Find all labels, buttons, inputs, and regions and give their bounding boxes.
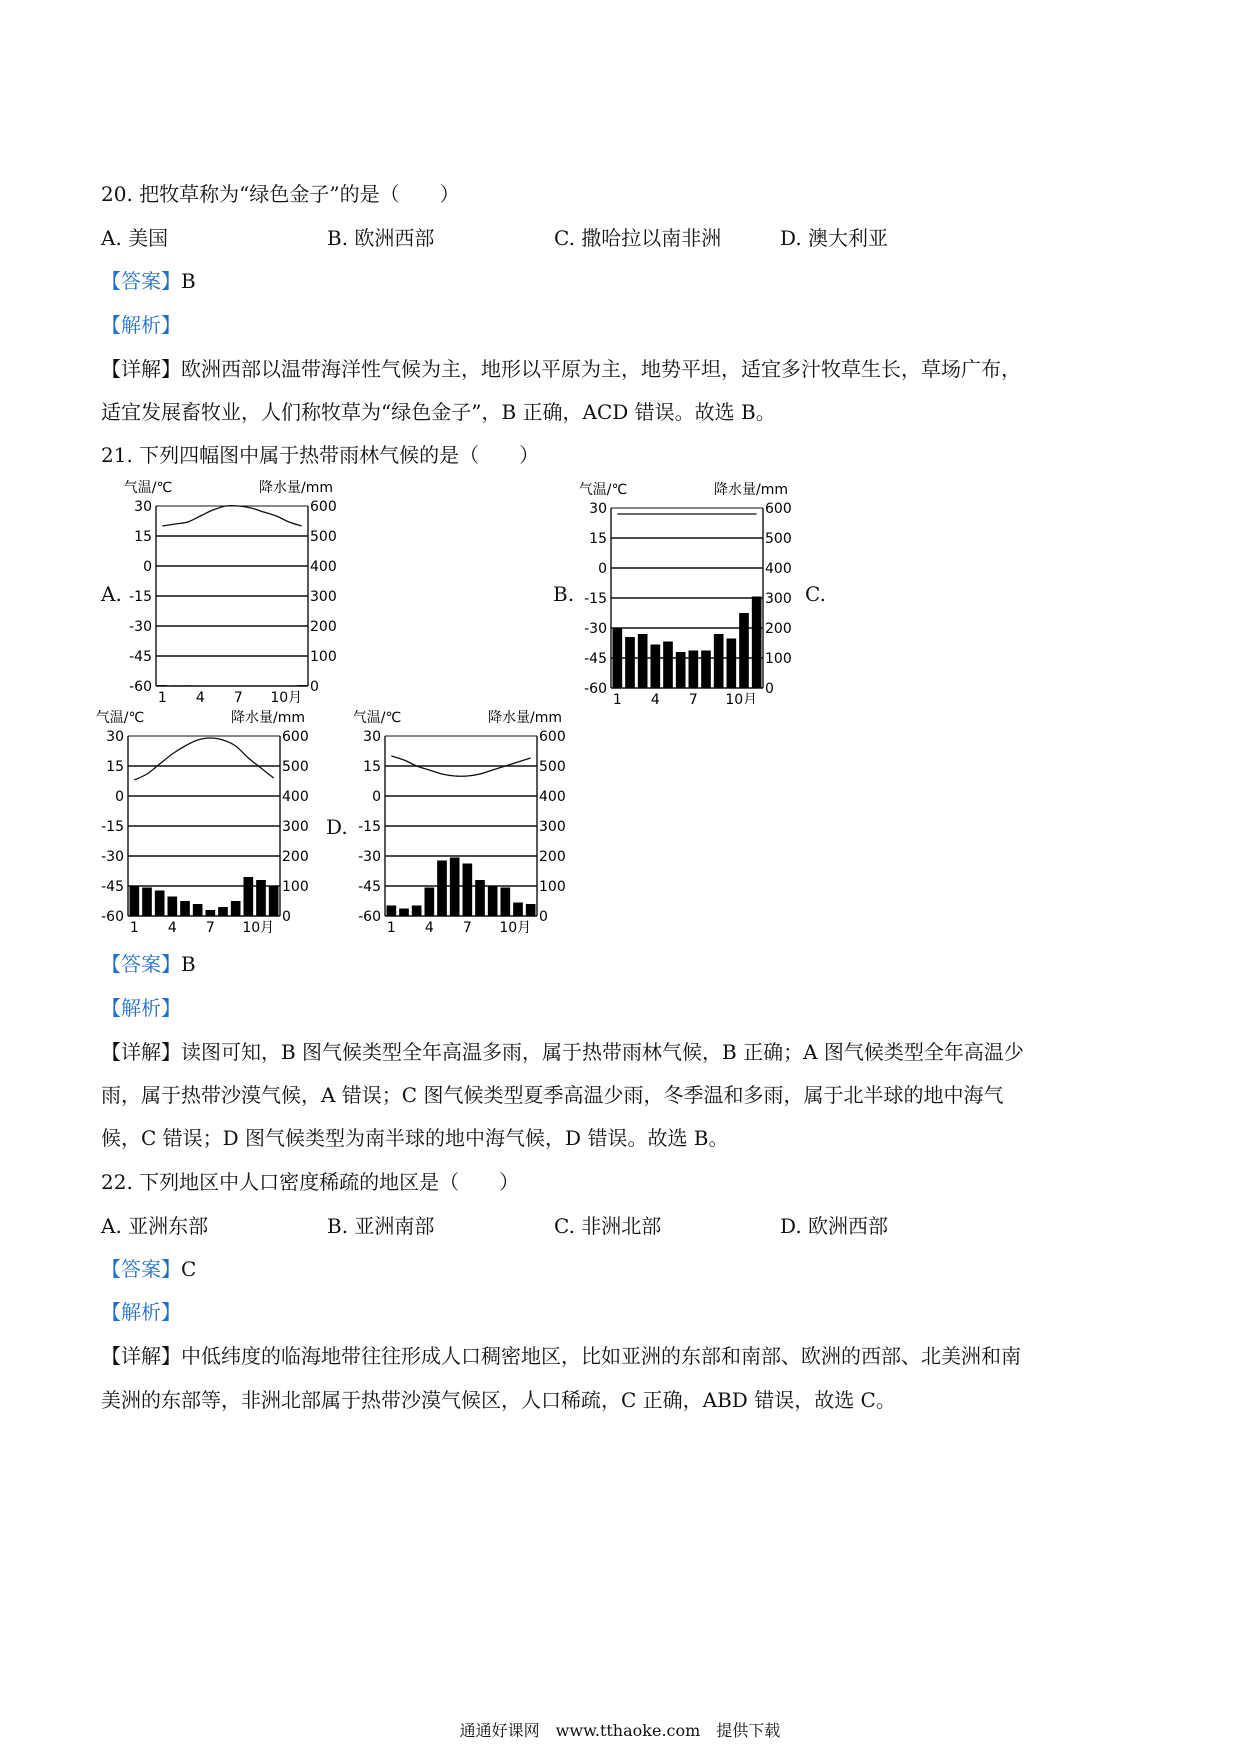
precip-bar <box>437 861 447 917</box>
month-tick-label: 4 <box>195 690 205 706</box>
temp-tick-label: 30 <box>363 729 381 745</box>
precip-bar <box>244 877 254 916</box>
q20-detail-line-1 <box>101 356 1021 382</box>
month-tick-label: 1 <box>129 920 139 936</box>
q21-detail-line-1 <box>101 1039 1024 1065</box>
month-tick-label: 7 <box>462 920 472 936</box>
q21-stem: 21. 下列四幅图中属于热带雨林气候的是（ ） <box>101 443 540 467</box>
precip-bar <box>269 886 279 916</box>
month-tick-label: 10月 <box>270 690 303 706</box>
answer-value: B <box>181 952 196 976</box>
precip-tick-label: 200 <box>310 619 337 635</box>
precip-tick-label: 600 <box>310 499 337 515</box>
q20-option-a: A. 美国 <box>101 226 169 250</box>
precip-bar <box>638 634 648 688</box>
temp-tick-label: 30 <box>106 729 124 745</box>
month-tick-label: 1 <box>612 692 622 704</box>
precip-axis-title: 降水量/mm <box>714 482 788 498</box>
precip-bar <box>727 639 737 689</box>
answer-tag: 【答案】 <box>101 269 181 293</box>
precip-bar <box>158 685 168 686</box>
precip-tick-label: 200 <box>539 849 566 865</box>
precip-tick-label: 500 <box>310 529 337 545</box>
temperature-curve <box>162 506 301 526</box>
temp-tick-label: -60 <box>584 681 607 697</box>
month-tick-label: 1 <box>386 920 396 936</box>
temp-tick-label: -30 <box>129 619 152 635</box>
precip-bar <box>701 651 711 689</box>
chart-c-label: C. <box>805 582 826 606</box>
precip-bar <box>231 901 241 916</box>
precip-bar <box>689 651 699 689</box>
precip-bar <box>387 906 397 917</box>
chart-b-label: B. <box>553 582 575 606</box>
temp-axis-title: 气温/℃ <box>352 710 402 726</box>
q20-option-d: D. 澳大利亚 <box>780 226 889 250</box>
temp-tick-label: -30 <box>101 849 124 865</box>
month-tick-label: 7 <box>688 692 698 704</box>
detail-text: 中低纬度的临海地带往往形成人口稠密地区，比如亚洲的东部和南部、欧洲的西部、北美洲和南 <box>181 1344 1021 1368</box>
month-tick-label: 7 <box>233 690 243 706</box>
precip-bar <box>155 891 165 917</box>
precip-tick-label: 100 <box>282 879 309 895</box>
climate-chart-b <box>575 478 800 704</box>
q22-option-a: A. 亚洲东部 <box>101 1214 209 1238</box>
precip-bar <box>168 897 178 917</box>
precip-bar <box>193 904 203 916</box>
q20-answer <box>101 268 196 294</box>
temp-tick-label: -15 <box>101 819 124 835</box>
page-footer: 通通好课网 www.tthaoke.com 提供下载 <box>459 1721 781 1740</box>
temp-tick-label: -45 <box>129 649 152 665</box>
q22-stem: 22. 下列地区中人口密度稀疏的地区是（ ） <box>101 1170 520 1194</box>
precip-axis-title: 降水量/mm <box>231 710 305 726</box>
temp-tick-label: 15 <box>363 759 381 775</box>
precip-tick-label: 300 <box>539 819 566 835</box>
precip-bar <box>739 613 749 688</box>
answer-value: B <box>181 269 196 293</box>
month-tick-label: 4 <box>167 920 177 936</box>
precip-tick-label: 0 <box>282 909 291 925</box>
detail-text: 读图可知，B 图气候类型全年高温多雨，属于热带雨林气候，B 正确；A 图气候类型全年高温少 <box>181 1040 1024 1064</box>
detail-tag: 【详解】 <box>101 1344 181 1368</box>
chart-svg <box>349 706 574 938</box>
precip-bar <box>526 904 536 916</box>
climate-chart-d <box>349 706 574 938</box>
precip-bar <box>183 685 193 686</box>
temp-axis-title: 气温/℃ <box>123 480 173 496</box>
q21-analysis-tag: 【解析】 <box>101 996 181 1020</box>
precip-bar <box>752 597 762 689</box>
month-tick-label: 7 <box>205 920 215 936</box>
q22-detail-line-1 <box>101 1343 1021 1369</box>
temp-tick-label: 0 <box>115 789 124 805</box>
q21-detail-line-3: 候，C 错误；D 图气候类型为南半球的地中海气候，D 错误。故选 B。 <box>101 1126 729 1150</box>
precip-tick-label: 600 <box>282 729 309 745</box>
precip-tick-label: 300 <box>765 591 792 607</box>
precip-tick-label: 400 <box>765 561 792 577</box>
precip-tick-label: 100 <box>765 651 792 667</box>
precip-bar <box>256 880 266 916</box>
temp-tick-label: -15 <box>584 591 607 607</box>
q20-detail-line-2: 适宜发展畜牧业，人们称牧草为“绿色金子”，B 正确，ACD 错误。故选 B。 <box>101 400 776 424</box>
precip-tick-label: 0 <box>310 679 319 695</box>
temp-tick-label: 15 <box>589 531 607 547</box>
q20-stem: 20. 把牧草称为“绿色金子”的是（ ） <box>101 182 460 206</box>
precip-bar <box>399 909 409 917</box>
q22-option-d: D. 欧洲西部 <box>780 1214 889 1238</box>
chart-a-label: A. <box>101 582 122 606</box>
temp-tick-label: 0 <box>372 789 381 805</box>
temperature-curve <box>134 738 273 780</box>
q22-detail-line-2: 美洲的东部等，非洲北部属于热带沙漠气候区，人口稀疏，C 正确，ABD 错误，故选 C。 <box>101 1388 896 1412</box>
q22-option-c: C. 非洲北部 <box>554 1214 662 1238</box>
precip-bar <box>613 628 623 688</box>
temp-tick-label: -45 <box>101 879 124 895</box>
precip-tick-label: 0 <box>539 909 548 925</box>
temp-tick-label: -60 <box>358 909 381 925</box>
chart-svg <box>575 478 800 704</box>
precip-bar <box>170 685 180 686</box>
month-tick-label: 4 <box>650 692 660 704</box>
temp-tick-label: -60 <box>101 909 124 925</box>
q22-analysis-tag: 【解析】 <box>101 1300 181 1324</box>
precip-bar <box>218 907 228 916</box>
temp-tick-label: 0 <box>143 559 152 575</box>
month-tick-label: 10月 <box>499 920 532 936</box>
precip-tick-label: 0 <box>765 681 774 697</box>
precip-tick-label: 100 <box>539 879 566 895</box>
precip-bar <box>513 903 523 917</box>
precip-bar <box>412 906 422 917</box>
precip-bar <box>625 637 635 688</box>
precip-tick-label: 100 <box>310 649 337 665</box>
detail-text: 欧洲西部以温带海洋性气候为主，地形以平原为主，地势平坦，适宜多汁牧草生长，草场广布， <box>181 357 1021 381</box>
precip-bar <box>425 888 435 917</box>
month-tick-label: 10月 <box>725 692 758 704</box>
q22-answer <box>101 1256 196 1282</box>
month-tick-label: 1 <box>157 690 167 706</box>
q22-option-b: B. 亚洲南部 <box>327 1214 435 1238</box>
temp-tick-label: -30 <box>358 849 381 865</box>
precip-tick-label: 500 <box>765 531 792 547</box>
answer-value: C <box>181 1257 197 1281</box>
precip-bar <box>663 642 673 689</box>
temp-tick-label: -45 <box>358 879 381 895</box>
precip-bar <box>450 858 460 917</box>
temp-tick-label: -60 <box>129 679 152 695</box>
precip-bar <box>475 880 485 916</box>
precip-bar <box>297 685 307 686</box>
q21-detail-line-2: 雨，属于热带沙漠气候，A 错误；C 图气候类型夏季高温少雨，冬季温和多雨，属于北半球的地中海气 <box>101 1083 1004 1107</box>
chart-d-label: D. <box>326 815 348 839</box>
precip-bar <box>463 864 473 917</box>
detail-tag: 【详解】 <box>101 357 181 381</box>
precip-bar <box>676 652 686 688</box>
month-tick-label: 4 <box>424 920 434 936</box>
precip-bar <box>180 901 190 916</box>
precip-bar <box>142 888 152 917</box>
temp-tick-label: -30 <box>584 621 607 637</box>
precip-tick-label: 500 <box>539 759 566 775</box>
q20-option-c: C. 撒哈拉以南非洲 <box>554 226 722 250</box>
precip-tick-label: 200 <box>282 849 309 865</box>
temp-tick-label: -15 <box>358 819 381 835</box>
chart-svg <box>120 476 345 708</box>
q20-analysis-tag: 【解析】 <box>101 313 181 337</box>
precip-tick-label: 300 <box>282 819 309 835</box>
precip-tick-label: 400 <box>282 789 309 805</box>
temp-axis-title: 气温/℃ <box>95 710 145 726</box>
precip-tick-label: 200 <box>765 621 792 637</box>
precip-axis-title: 降水量/mm <box>488 710 562 726</box>
detail-tag: 【详解】 <box>101 1040 181 1064</box>
precip-tick-label: 400 <box>310 559 337 575</box>
answer-tag: 【答案】 <box>101 952 181 976</box>
precip-tick-label: 300 <box>310 589 337 605</box>
temp-tick-label: 30 <box>589 501 607 517</box>
temp-tick-label: 15 <box>106 759 124 775</box>
q21-answer <box>101 951 196 977</box>
chart-svg <box>92 706 317 938</box>
precip-tick-label: 400 <box>539 789 566 805</box>
temp-tick-label: -15 <box>129 589 152 605</box>
climate-chart-a <box>120 476 345 708</box>
precip-bar <box>488 886 498 916</box>
precip-tick-label: 500 <box>282 759 309 775</box>
temp-tick-label: 30 <box>134 499 152 515</box>
climate-chart-c <box>92 706 317 938</box>
precip-tick-label: 600 <box>539 729 566 745</box>
temp-tick-label: -45 <box>584 651 607 667</box>
month-tick-label: 10月 <box>242 920 275 936</box>
precip-tick-label: 600 <box>765 501 792 517</box>
precip-bar <box>130 886 140 916</box>
precip-axis-title: 降水量/mm <box>259 480 333 496</box>
temp-axis-title: 气温/℃ <box>578 482 628 498</box>
temp-tick-label: 15 <box>134 529 152 545</box>
temp-tick-label: 0 <box>598 561 607 577</box>
precip-bar <box>206 910 216 916</box>
precip-bar <box>501 888 511 917</box>
answer-tag: 【答案】 <box>101 1257 181 1281</box>
precip-bar <box>714 634 724 688</box>
q20-option-b: B. 欧洲西部 <box>327 226 435 250</box>
precip-bar <box>651 645 661 689</box>
